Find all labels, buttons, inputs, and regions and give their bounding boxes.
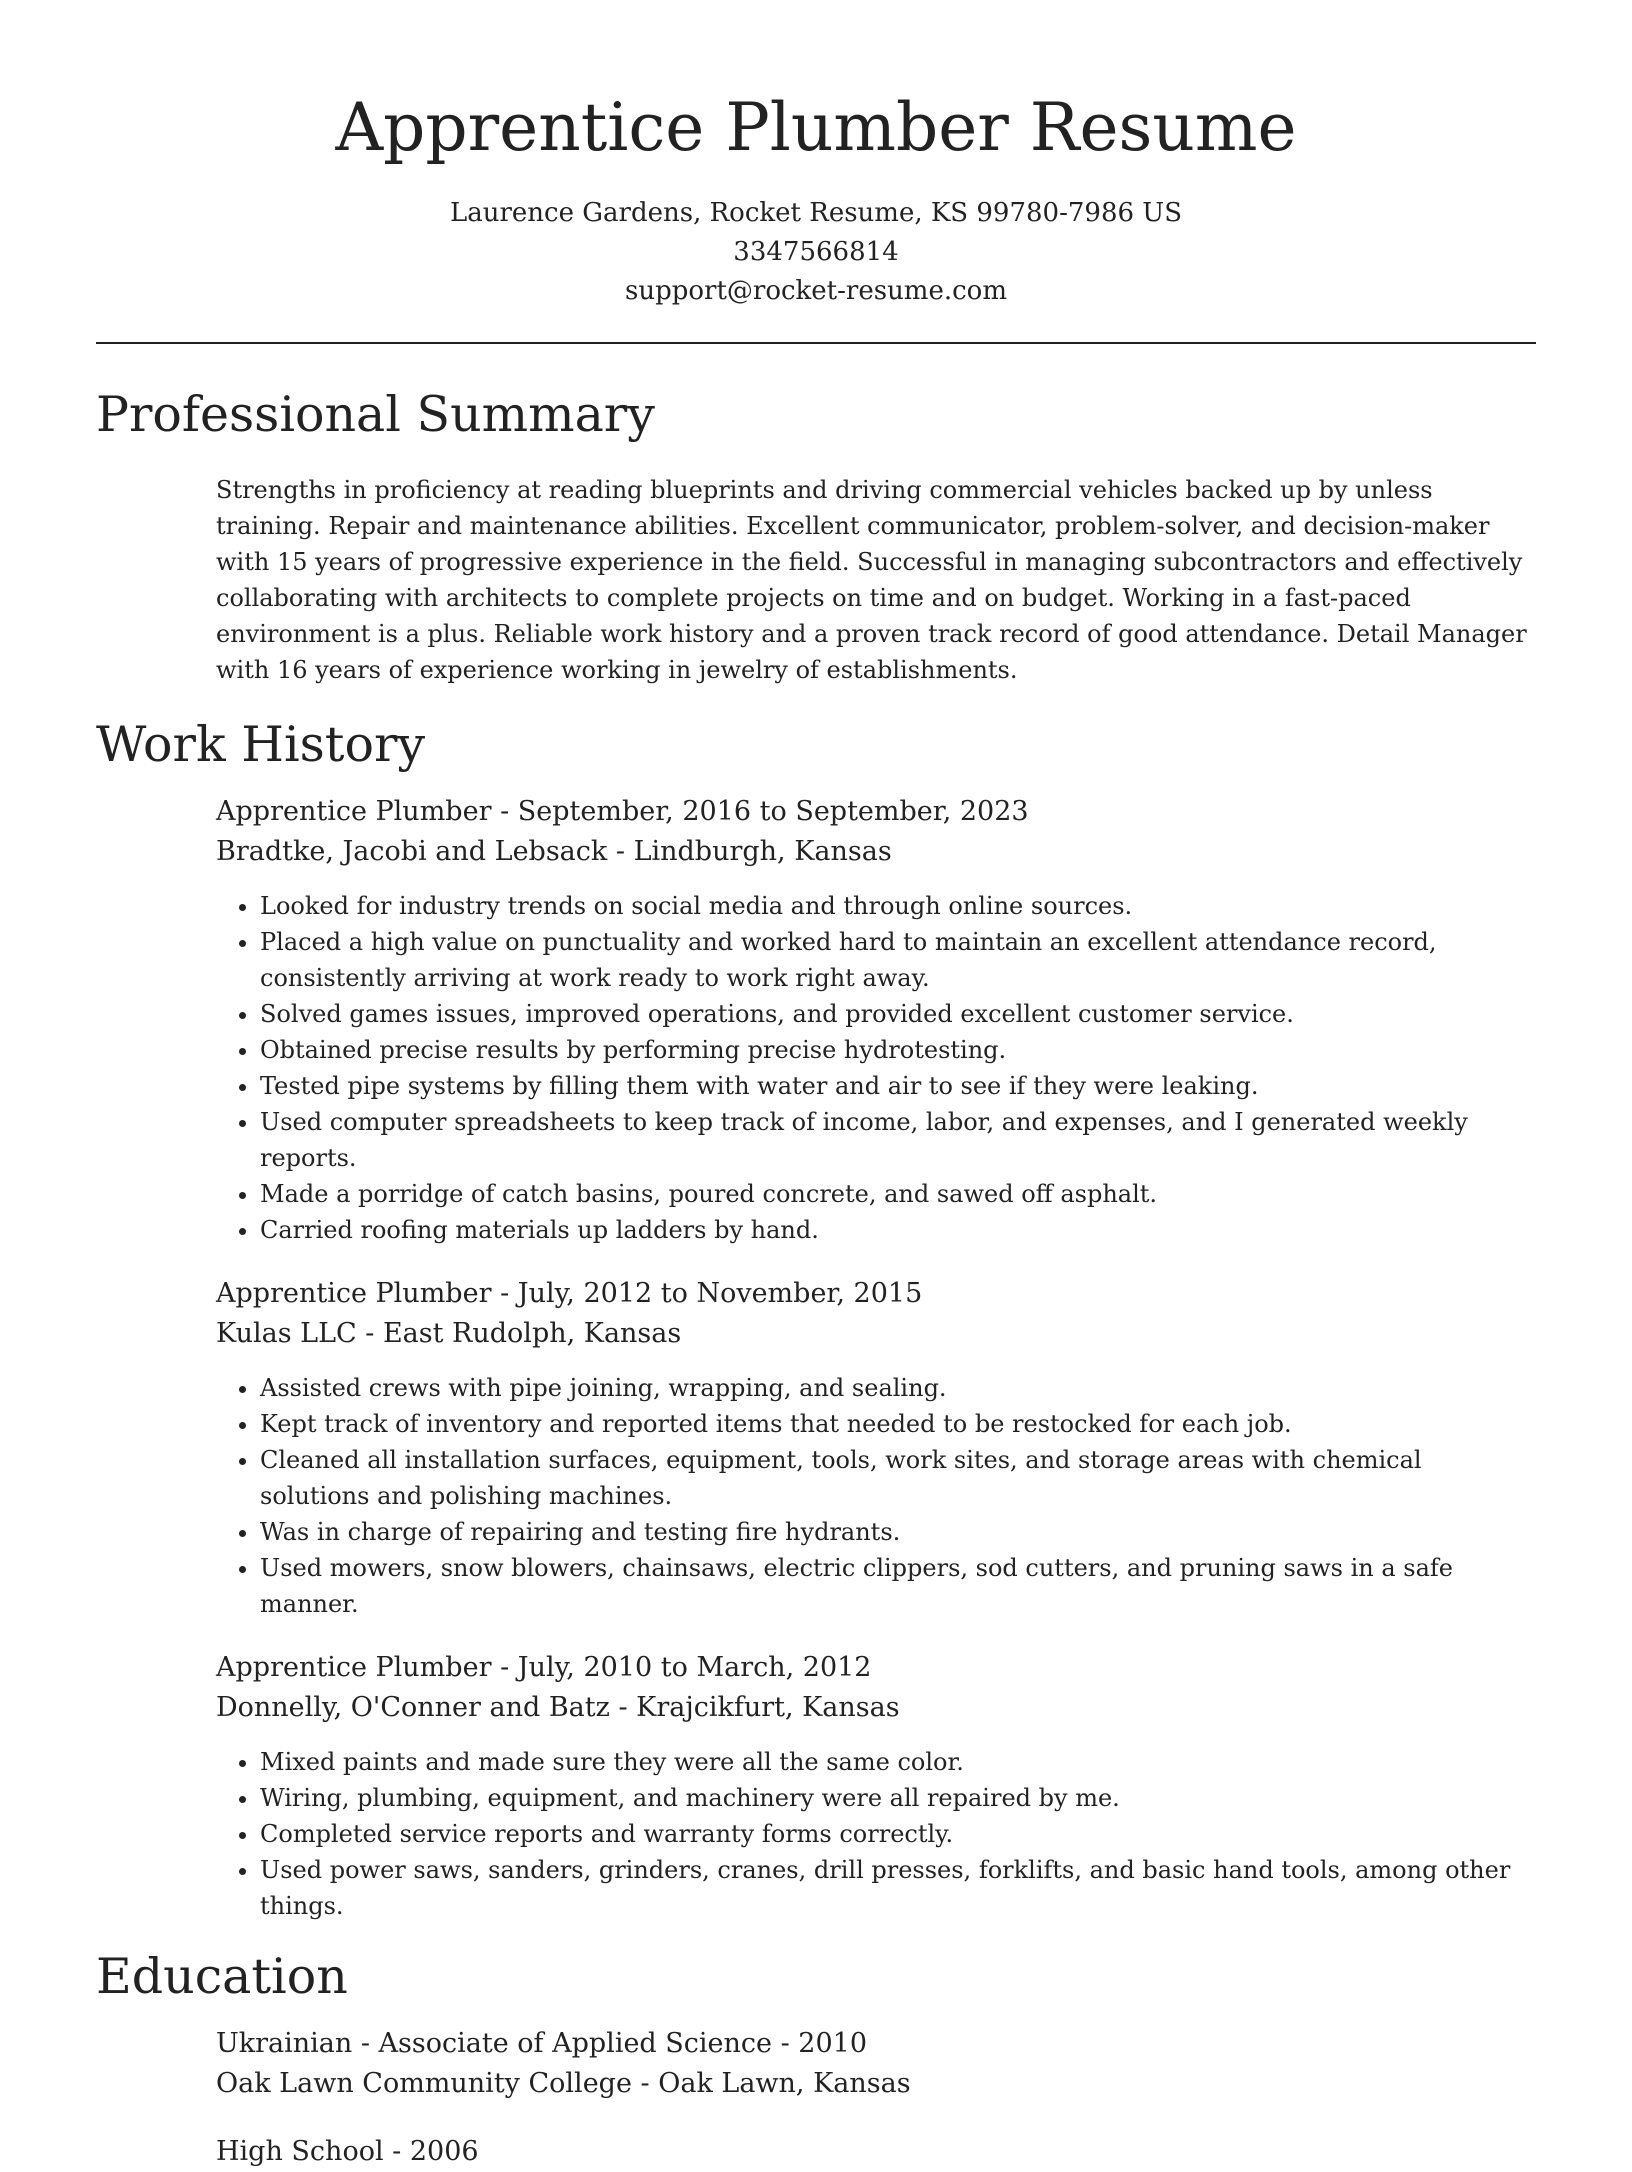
duty-item: • Solved games issues, improved operations, and provided excellent customer service. (260, 996, 1536, 1032)
duty-item: • Wiring, plumbing, equipment, and machinery were all repaired by me. (260, 1780, 1536, 1816)
job-title-line (216, 1648, 1536, 1688)
education-school: Oak Lawn Community College - Oak Lawn, Kansas (216, 2068, 911, 2099)
work-history-section (96, 710, 1536, 1924)
summary-section (96, 380, 1536, 688)
duty-item: • Obtained precise results by performing precise hydrotesting. (260, 1032, 1536, 1068)
separator: - (356, 1318, 383, 1349)
separator: - (491, 796, 518, 827)
resume-header (0, 0, 1632, 311)
resume-title: Apprentice Plumber Resume (335, 89, 1297, 166)
education-entry (216, 2132, 1536, 2172)
job-title-line (216, 1274, 1536, 1314)
job-location: Lindburgh, Kansas (633, 836, 892, 867)
job-dates: September, 2016 to September, 2023 (517, 796, 1029, 827)
duty-list (216, 1744, 1536, 1924)
job-dates: July, 2012 to November, 2015 (517, 1278, 923, 1309)
education-heading: Education (96, 1948, 348, 2005)
job-company: Kulas LLC (216, 1318, 357, 1349)
education-degree: Ukrainian - Associate of Applied Science - 2010 (216, 2028, 868, 2059)
duty-item: • Was in charge of repairing and testing fire hydrants. (260, 1514, 1536, 1550)
separator: - (607, 836, 634, 867)
job-entry (216, 1274, 1536, 1622)
job-title: Apprentice Plumber (216, 1652, 492, 1683)
separator: - (491, 1652, 518, 1683)
contact-phone: 3347566814 (733, 237, 899, 267)
separator: - (609, 1692, 637, 1723)
resume-body (96, 380, 1536, 2172)
job-company-line (216, 1314, 1536, 1354)
education-list (216, 2024, 1536, 2172)
job-title: Apprentice Plumber (216, 796, 492, 827)
job-entry (216, 792, 1536, 1248)
duty-item: • Used mowers, snow blowers, chainsaws, electric clippers, sod cutters, and pruning saws in a safe manner. (260, 1550, 1536, 1622)
duty-item: • Used computer spreadsheets to keep track of income, labor, and expenses, and I generated weekly reports. (260, 1104, 1536, 1176)
separator: - (491, 1278, 518, 1309)
duty-item: • Made a porridge of catch basins, poured concrete, and sawed off asphalt. (260, 1176, 1536, 1212)
job-company-line (216, 1688, 1536, 1728)
duty-item: • Completed service reports and warranty forms correctly. (260, 1816, 1536, 1852)
education-section (96, 1942, 1536, 2172)
duty-item: • Tested pipe systems by filling them with water and air to see if they were leaking. (260, 1068, 1536, 1104)
job-title: Apprentice Plumber (216, 1278, 492, 1309)
job-company: Bradtke, Jacobi and Lebsack (216, 836, 608, 867)
duty-item: • Carried roofing materials up ladders by hand. (260, 1212, 1536, 1248)
duty-item: • Assisted crews with pipe joining, wrapping, and sealing. (260, 1370, 1536, 1406)
duty-list (216, 888, 1536, 1248)
job-list (216, 792, 1536, 1924)
duty-item: • Mixed paints and made sure they were all the same color. (260, 1744, 1536, 1780)
summary-text: Strengths in proficiency at reading blueprints and driving commercial vehicles backed up by unless training. Repair and maintenance abilities. Excellent communicator, problem-solver, and decision-maker with 15 years of progressive experience in the field. Successful in managing subcontractors and effectively collaborating with architects to complete projects on time and on budget. Working in a fast-paced environment is a plus. Reliable work history and a proven track record of good attendance. Detail Manager with 16 years of experience working in jewelry of establishments. (216, 476, 1527, 684)
contact-address: Laurence Gardens, Rocket Resume, KS 99780-7986 US (449, 198, 1183, 228)
duty-list (216, 1370, 1536, 1622)
duty-item: • Cleaned all installation surfaces, equipment, tools, work sites, and storage areas with chemical solutions and polishing machines. (260, 1442, 1536, 1514)
education-degree: High School - 2006 (216, 2136, 479, 2167)
work-history-heading: Work History (96, 716, 426, 773)
job-location: Krajcikfurt, Kansas (636, 1692, 900, 1723)
contact-block (0, 194, 1632, 311)
job-dates: July, 2010 to March, 2012 (517, 1652, 872, 1683)
duty-item: • Used power saws, sanders, grinders, cranes, drill presses, forklifts, and basic hand tools, among other things. (260, 1852, 1536, 1924)
summary-heading: Professional Summary (96, 386, 655, 443)
job-company-line (216, 832, 1536, 872)
duty-item: • Looked for industry trends on social media and through online sources. (260, 888, 1536, 924)
job-company: Donnelly, O'Conner and Batz (216, 1692, 610, 1723)
education-entry (216, 2024, 1536, 2104)
job-location: East Rudolph, Kansas (382, 1318, 682, 1349)
header-divider (96, 342, 1536, 344)
duty-item: • Placed a high value on punctuality and worked hard to maintain an excellent attendance record, consistently arriving at work ready to work right away. (260, 924, 1536, 996)
contact-email: support@rocket-resume.com (624, 276, 1007, 306)
duty-item: • Kept track of inventory and reported items that needed to be restocked for each job. (260, 1406, 1536, 1442)
job-entry (216, 1648, 1536, 1924)
job-title-line (216, 792, 1536, 832)
